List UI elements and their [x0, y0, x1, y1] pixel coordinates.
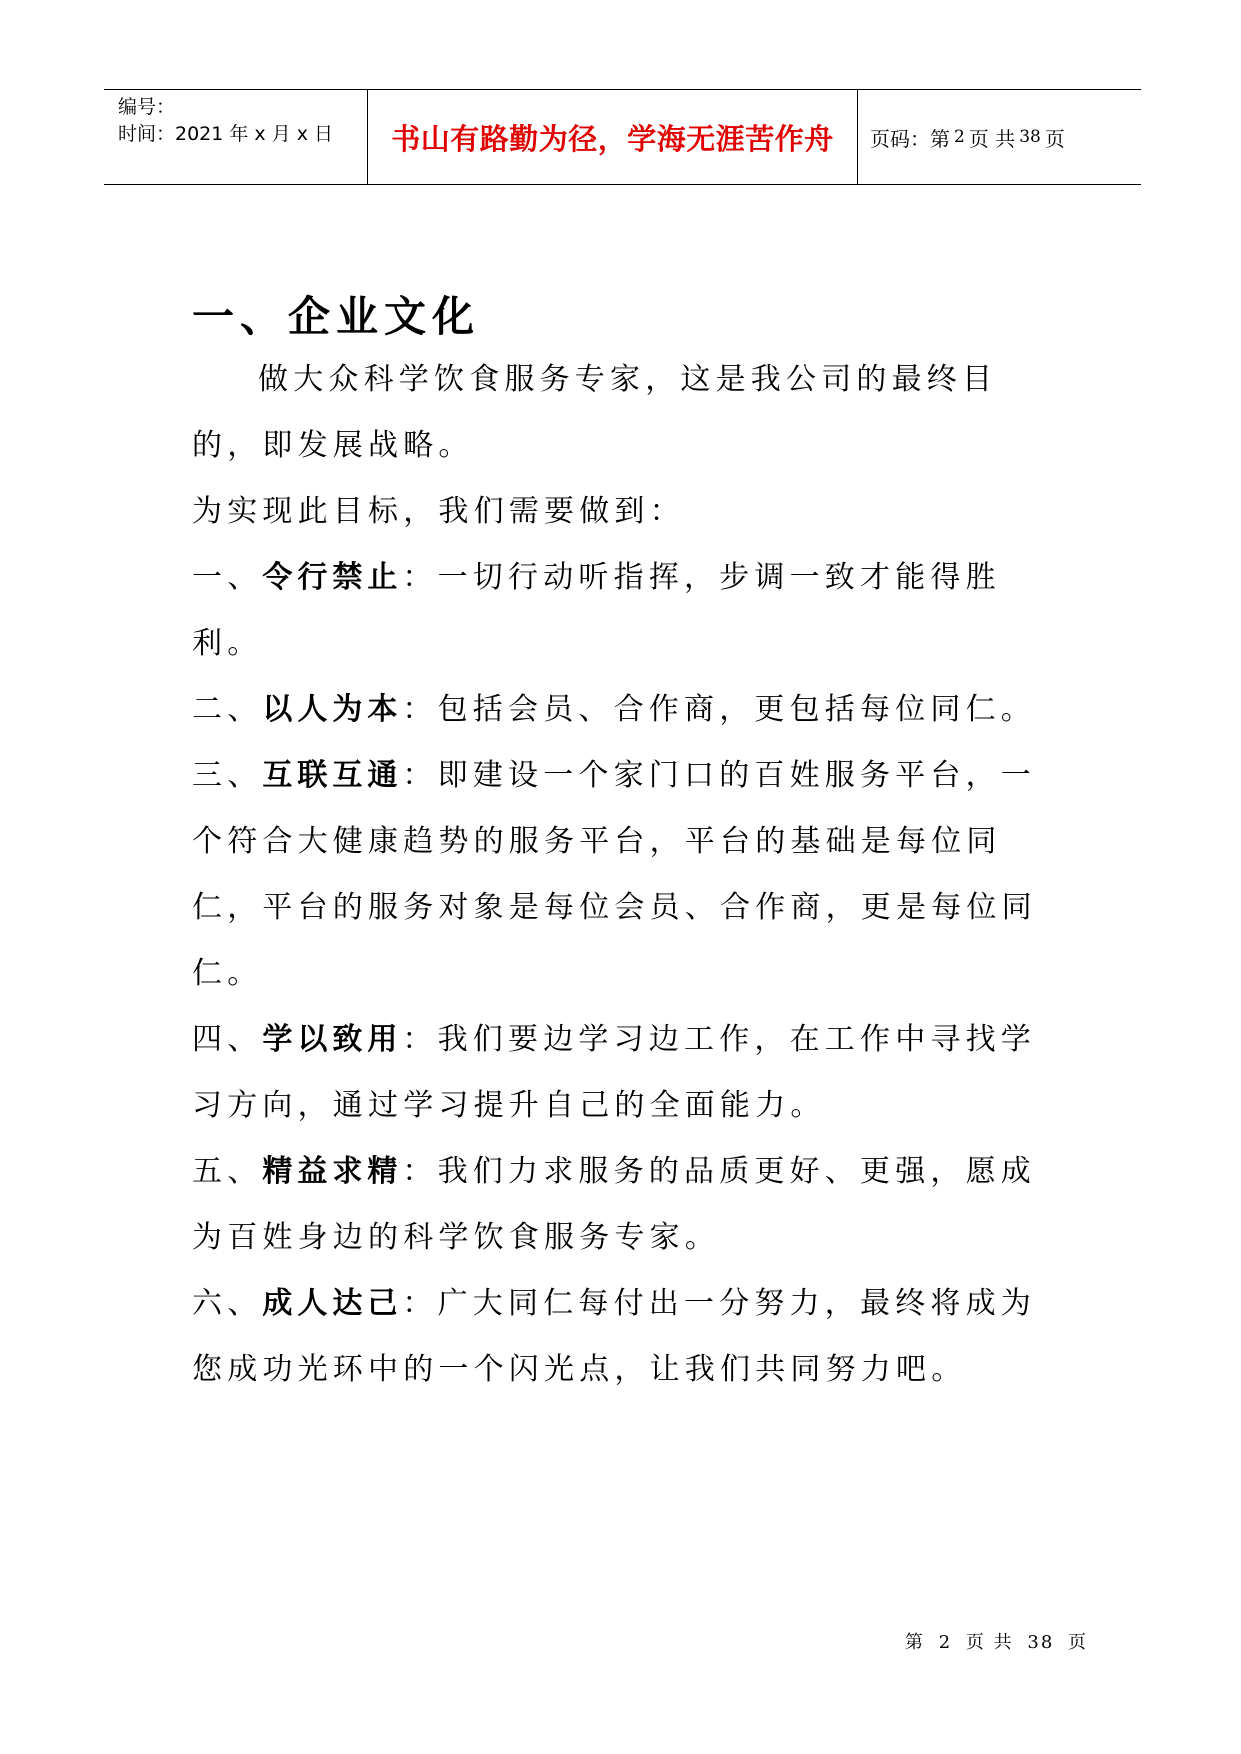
header-motto-cell	[368, 90, 858, 184]
principle-item	[192, 1271, 1062, 1403]
document-body	[192, 347, 1062, 1403]
item-term: 学以致用	[262, 1022, 403, 1057]
header-page-mid: 页 共	[968, 126, 1016, 151]
item-colon: ：	[402, 692, 438, 727]
item-text: 包括会员、合作商，更包括每位同仁。	[437, 692, 1037, 727]
item-number: 三、	[192, 758, 263, 793]
item-colon: ：	[402, 560, 438, 595]
principle-item	[192, 677, 1062, 743]
item-number: 二、	[192, 692, 263, 727]
section-title: 一、企业文化	[192, 292, 481, 341]
footer-page-mid: 页 共	[965, 1632, 1014, 1653]
item-text: 我们力求服务的品质更好、更强，愿成为百姓身边的科学饮食服务专家。	[192, 1154, 1037, 1255]
footer-page-total: 38	[1027, 1632, 1055, 1653]
item-colon: ：	[402, 1154, 438, 1189]
header-page-info	[858, 90, 1141, 184]
item-colon: ：	[402, 1022, 438, 1057]
page-footer	[905, 1628, 1088, 1654]
header-meta	[104, 90, 368, 184]
footer-page-prefix: 第	[905, 1632, 925, 1653]
item-number: 四、	[192, 1022, 263, 1057]
item-term: 互联互通	[262, 758, 403, 793]
header-page-suffix: 页	[1044, 126, 1065, 151]
item-text: 广大同仁每付出一分努力，最终将成为您成功光环中的一个闪光点，让我们共同努力吧。	[192, 1286, 1037, 1387]
item-colon: ：	[402, 1286, 438, 1321]
principle-item	[192, 545, 1062, 677]
principle-item	[192, 1007, 1062, 1139]
header-motto: 书山有路勤为径，学海无涯苦作舟	[391, 121, 834, 156]
item-term: 以人为本	[262, 692, 403, 727]
lead-paragraph: 为实现此目标，我们需要做到：	[192, 494, 685, 529]
page-header	[104, 89, 1141, 185]
document-number-label: 编号：	[118, 96, 176, 118]
item-colon: ：	[402, 758, 438, 793]
item-number: 五、	[192, 1154, 263, 1189]
item-term: 成人达己	[262, 1286, 403, 1321]
document-time-label: 时间：2021 年 x 月 x 日	[118, 123, 334, 145]
item-text: 我们要边学习边工作，在工作中寻找学习方向，通过学习提升自己的全面能力。	[192, 1022, 1037, 1123]
principle-item	[192, 1139, 1062, 1271]
item-text: 一切行动听指挥，步调一致才能得胜利。	[192, 560, 1001, 661]
item-term: 令行禁止	[262, 560, 403, 595]
header-page-current: 2	[954, 127, 965, 147]
item-number: 六、	[192, 1286, 263, 1321]
item-text: 即建设一个家门口的百姓服务平台，一个符合大健康趋势的服务平台，平台的基础是每位同仁，平台的服务对象是每位会员、合作商，更是每位同仁。	[192, 758, 1037, 991]
header-page-total: 38	[1019, 127, 1041, 147]
principle-item	[192, 743, 1062, 1007]
intro-paragraph: 做大众科学饮食服务专家，这是我公司的最终目的，即发展战略。	[192, 362, 998, 463]
item-term: 精益求精	[262, 1154, 403, 1189]
footer-page-suffix: 页	[1068, 1632, 1089, 1653]
footer-page-current: 2	[938, 1632, 953, 1653]
item-number: 一、	[192, 560, 263, 595]
header-page-prefix: 页码：第	[870, 126, 950, 151]
